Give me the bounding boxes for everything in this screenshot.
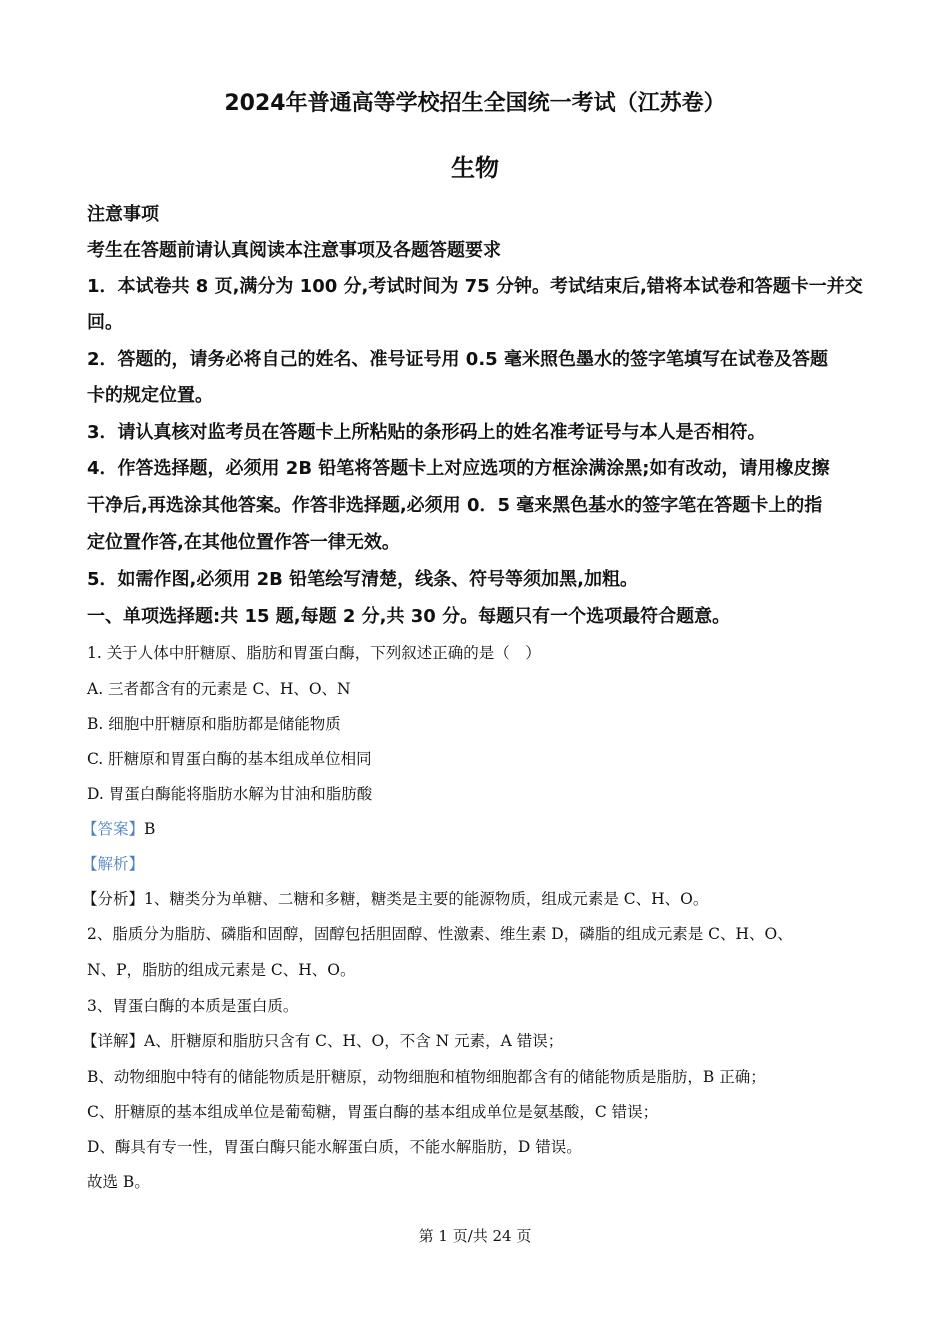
notice-line: 2．答题的，请务必将自己的姓名、准号证号用 0.5 毫米照色墨水的签字笔填写在试卷及答题 <box>87 349 828 370</box>
analysis-line: B、动物细胞中特有的储能物质是肝糖原，动物细胞和植物细胞都含有的储能物质是脂肪，B 正确； <box>87 1068 766 1086</box>
answer-label: 【答案】 <box>82 820 145 838</box>
notice-intro: 考生在答题前请认真阅读本注意事项及各题答题要求 <box>87 240 501 261</box>
notice-line: 卡的规定位置。 <box>87 385 213 406</box>
analysis-line: N、P，脂肪的组成元素是 C、H、O。 <box>87 961 356 979</box>
analysis-label: 【解析】 <box>82 855 145 873</box>
option-c: C. 肝糖原和胃蛋白酶的基本组成单位相同 <box>87 750 372 768</box>
notice-line: 5．如需作图,必须用 2B 铅笔绘写清楚，线条、符号等须加黑,加粗。 <box>87 569 638 590</box>
option-d: D. 胃蛋白酶能将脂肪水解为甘油和脂肪酸 <box>87 785 373 803</box>
analysis-line: 【详解】A、肝糖原和脂肪只含有 C、H、O，不含 N 元素，A 错误； <box>82 1032 564 1050</box>
answer-value: B <box>144 820 156 838</box>
analysis-line: D、酶具有专一性，胃蛋白酶只能水解蛋白质，不能水解脂肪，D 错误。 <box>87 1138 582 1156</box>
notice-heading: 注意事项 <box>87 204 159 225</box>
notice-line: 干净后,再选涂其他答案。作答非选择题,必须用 0．5 毫来黑色基水的签字笔在答题卡上的指 <box>87 495 823 516</box>
analysis-line: C、肝糖原的基本组成单位是葡萄糖，胃蛋白酶的基本组成单位是氨基酸，C 错误； <box>87 1103 659 1121</box>
analysis-line: 3、胃蛋白酶的本质是蛋白质。 <box>87 997 299 1015</box>
notice-line: 定位置作答,在其他位置作答一律无效。 <box>87 532 400 553</box>
page-footer: 第 1 页/共 24 页 <box>418 1227 532 1245</box>
notice-line: 1．本试卷共 8 页,满分为 100 分,考试时间为 75 分钟。考试结束后,错将本试卷和答题卡一并交 <box>87 276 863 297</box>
notice-line: 4．作答选择题，必须用 2B 铅笔将答题卡上对应选项的方框涂满涂黑;如有改动，请用橡皮擦 <box>87 458 830 479</box>
option-a: A. 三者都含有的元素是 C、H、O、N <box>87 680 351 698</box>
analysis-line: 2、脂质分为脂肪、磷脂和固醇，固醇包括胆固醇、性激素、维生素 D，磷脂的组成元素是 C、H、O、 <box>87 925 793 943</box>
section-heading: 一、单项选择题:共 15 题,每题 2 分,共 30 分。每题只有一个选项最符合题意。 <box>87 606 731 627</box>
analysis-line: 【分析】1、糖类分为单糖、二糖和多糖，糖类是主要的能源物质，组成元素是 C、H、O。 <box>82 890 709 908</box>
exam-title: 2024年普通高等学校招生全国统一考试（江苏卷） <box>224 91 726 116</box>
analysis-line: 故选 B。 <box>87 1173 150 1191</box>
subject-title: 生物 <box>451 154 499 182</box>
notice-line: 3．请认真核对监考员在答题卡上所粘贴的条形码上的姓名准考证号与本人是否相符。 <box>87 422 766 443</box>
notice-line: 回。 <box>87 312 123 333</box>
answer-line <box>82 817 155 841</box>
question-stem: 1. 关于人体中肝糖原、脂肪和胃蛋白酶，下列叙述正确的是（ ） <box>87 644 541 662</box>
option-b: B. 细胞中肝糖原和脂肪都是储能物质 <box>87 715 341 733</box>
